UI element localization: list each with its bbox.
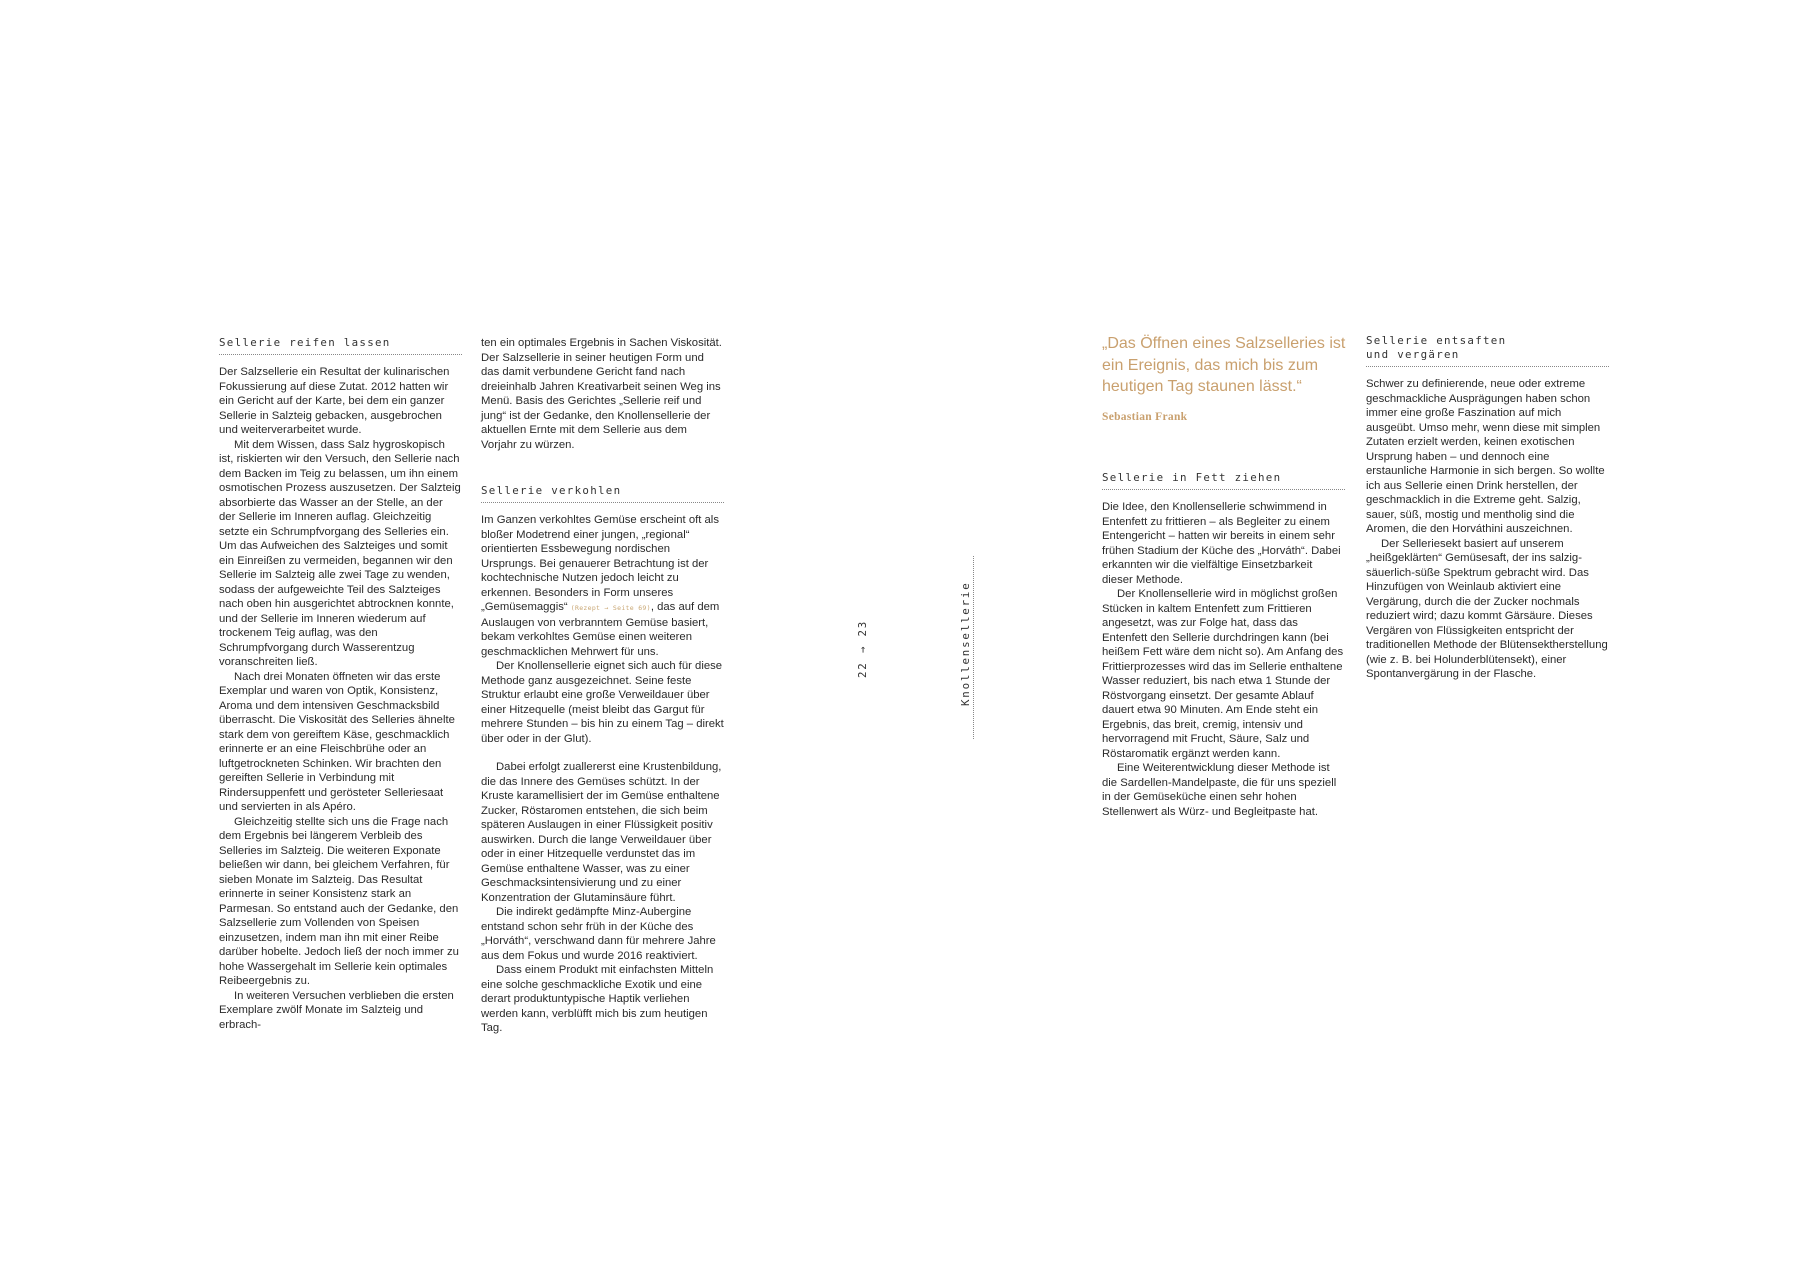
quote-author: Sebastian Frank bbox=[1102, 411, 1188, 423]
section-heading-verkohlen: Sellerie verkohlen bbox=[481, 484, 724, 503]
paragraph: Mit dem Wissen, dass Salz hygroskopisch ist, riskierten wir den Versuch, den Sellerie nach dem Backen im Teig zu belassen, um ihn einem osmotischen Prozess auszusetzen. Der Salzteig absorbierte das Wasser an der Stelle, an der der Sellerie im Inneren auflag. Gleichzeitig setzte ein Schrumpfvorgang des Selleries ein. Um das Aufweichen des Salzteiges und somit ein Einreißen zu vermeiden, begannen wir den Sellerie im Salzteig alle zwei Tage zu wenden, sodass der aufgeweichte Teil des Salzteiges nach oben hin ausgerichtet abtrocknen konnte, und der Sellerie im Inneren wiederum auf trockenem Teig auflag, was den Schrumpfvorgang durch Wasserentzug voranschreiten ließ. bbox=[219, 438, 461, 668]
section-heading-fett: Sellerie in Fett ziehen bbox=[1102, 471, 1345, 490]
paragraph: Der Selleriesekt basiert auf unserem „heißgeklärten“ Gemüsesaft, der ins salzig-säuerlich-süße Spektrum gebracht wird. Das Hinzufügen von Weinlaub aktiviert eine Vergärung, durch die der Zucker nochmals reduziert wird; dazu kommt Gärsäure. Dieses Vergären von Flüssigkeiten entspricht der traditionellen Methode der Blütensektherstellung (wie z. B. bei Holunderblütensekt), einer Spontanvergärung in der Flasche. bbox=[1366, 537, 1608, 680]
section-label-divider bbox=[973, 556, 974, 739]
paragraph: Gleichzeitig stellte sich uns die Frage nach dem Ergebnis bei längerem Verbleib des Selleries im Salzteig. Die weiteren Exponate beließen wir dann, bei gleichem Verfahren, für sieben Monate im Salzteig. Das Resultat erinnerte in seiner Konsistenz stark an Parmesan. So entstand auch der Gedanke, den Salzsellerie zum Vollenden von Speisen einzusetzen, indem man ihn mit einer Reibe darüber hobelte. Jedoch ließ der noch immer zu hohe Wassergehalt im Sellerie kein optimales Reibeergebnis zu. bbox=[219, 815, 459, 987]
paragraph: Dass einem Produkt mit einfachsten Mitteln eine solche geschmackliche Exotik und eine derart produktuntypische Haptik verliehen werden kann, verblüfft mich bis zum heutigen Tag. bbox=[481, 964, 714, 1034]
heading-line: Sellerie entsaften bbox=[1366, 334, 1507, 347]
paragraph: Der Knollensellerie eignet sich auch für diese Methode ganz ausgezeichnet. Seine feste Struktur erlaubt eine große Verweildauer über einer Hitzequelle (meist bleibt das Gargut für mehrere Stunden – bis hin zu einem Tag – direkt über oder in der Glut). bbox=[481, 660, 724, 745]
paragraph: In weiteren Versuchen verblieben die ersten Exemplare zwölf Monate im Salzteig und erbrach- bbox=[219, 989, 454, 1031]
paragraph bbox=[481, 513, 724, 659]
page-numbers: 22 → 23 bbox=[856, 619, 869, 678]
column-2 bbox=[481, 336, 724, 1036]
paragraph-text: Im Ganzen verkohltes Gemüse erscheint oft als bloßer Modetrend einer jungen, „regional“ orientierten Essbewegung nordischen Ursprungs. Bei genauerer Betrachtung ist der kochtechnische Nutzen jedoch leicht zu erkennen. Besonders in Form unseres „Gemüsemaggis“ bbox=[481, 514, 719, 613]
column-4 bbox=[1366, 334, 1609, 682]
heading-line: und vergären bbox=[1366, 348, 1460, 361]
section-heading-reifen: Sellerie reifen lassen bbox=[219, 336, 462, 355]
section-label-vertical: Knollensellerie bbox=[959, 581, 972, 706]
paragraph: Die indirekt gedämpfte Minz-Aubergine entstand schon sehr früh in der Küche des „Horváth“, verschwand dann für mehrere Jahre aus dem Fokus und wurde 2016 reaktiviert. bbox=[481, 906, 716, 962]
paragraph: Die Idee, den Knollensellerie schwimmend in Entenfett zu frittieren – als Begleiter zu einem Entengericht – hatten wir bereits in einem sehr frühen Stadium der Küche des „Horváth“. Dabei erkannten wir die vielfältige Einsetzbarkeit dieser Methode. bbox=[1102, 501, 1341, 586]
paragraph-text: , das auf dem Auslaugen von verbranntem Gemüse basiert, bekam verkohltes Gemüse einen weiteren geschmacklichen Mehrwert für uns. bbox=[481, 601, 720, 658]
recipe-reference-link[interactable]: (Rezept → Seite 69) bbox=[570, 604, 651, 612]
section-heading-entsaften bbox=[1366, 334, 1609, 367]
column-3 bbox=[1102, 471, 1345, 819]
paragraph: Nach drei Monaten öffneten wir das erste Exemplar und waren von Optik, Konsistenz, Aroma und dem intensiven Geschmacksbild überrascht. Die Viskosität des Selleries ähnelte stark dem von gereiftem Käse, geschmacklich erinnerte er an eine Fleischbrühe oder an luftgetrockneten Schinken. Wir brachten den gereiften Sellerie in Verbindung mit Rindersuppenfett und gerösteter Selleriesaat und servierten in als Apéro. bbox=[219, 670, 455, 813]
paragraph: Der Knollensellerie wird in möglichst großen Stücken in kaltem Entenfett zum Frittieren angesetzt, was zur Folge hat, dass das Entenfett den Sellerie durchdringen kann (bei heißem Fett wäre dem nicht so). Am Anfang des Frittierprozesses wird das im Sellerie enthaltene Wasser reduziert, bis nach etwa 1 Stunde der Röstvorgang einsetzt. Der gesamte Ablauf dauert etwa 90 Minuten. Am Ende steht ein Ergebnis, das breit, cremig, intensiv und hervorragend mit Frucht, Säure, Salz und Röstaromatik ergänzt werden kann. bbox=[1102, 588, 1344, 760]
pull-quote: „Das Öffnen eines Salzselleries ist ein Ereignis, das mich bis zum heutigen Tag staunen lässt.“ bbox=[1102, 335, 1346, 395]
column-1 bbox=[219, 336, 462, 1032]
paragraph: ten ein optimales Ergebnis in Sachen Viskosität. Der Salzsellerie in seiner heutigen Form und das damit verbundene Gericht fand nach dreieinhalb Jahren Kreativarbeit seinen Weg ins Menü. Basis des Gerichtes „Sellerie reif und jung“ ist der Gedanke, den Knollensellerie der aktuellen Ernte mit dem Sellerie aus dem Vorjahr zu würzen. bbox=[481, 337, 722, 451]
paragraph: Dabei erfolgt zuallererst eine Krustenbildung, die das Innere des Gemüses schützt. In der Kruste karamellisiert der im Gemüse enthaltene Zucker, Röstaromen entstehen, die sich beim späteren Auslaugen in einer Flüssigkeit positiv auswirken. Durch die lange Verweildauer über oder in einer Hitzequelle verdunstet das im Gemüse enthaltene Wasser, was zu einer Geschmacksintensivierung und zu einer Konzentration der Glutaminsäure führt. bbox=[481, 761, 722, 904]
paragraph: Eine Weiterentwicklung dieser Methode ist die Sardellen-Mandelpaste, die für uns speziell in der Gemüseküche einen sehr hohen Stellenwert als Würz- und Begleitpaste hat. bbox=[1102, 762, 1337, 818]
paragraph: Schwer zu definierende, neue oder extreme geschmackliche Ausprägungen haben schon immer eine große Faszination auf mich ausgeübt. Umso mehr, wenn diese mit simplen Zutaten erzielt werden, keinen exotischen Ursprung haben – und dennoch eine erstaunliche Harmonie in sich bergen. So wollte ich aus Sellerie einen Drink herstellen, der geschmacklich in die Extreme geht. Salzig, sauer, süß, mostig und mentholig sind die Aromen, die den Horváthini auszeichnen. bbox=[1366, 378, 1605, 535]
paragraph: Der Salzsellerie ein Resultat der kulinarischen Fokussierung auf diese Zutat. 2012 hatten wir ein Gericht auf der Karte, bei dem ein ganzer Sellerie in Salzteig gebacken, ausgebrochen und weiterverarbeitet wurde. bbox=[219, 366, 450, 436]
